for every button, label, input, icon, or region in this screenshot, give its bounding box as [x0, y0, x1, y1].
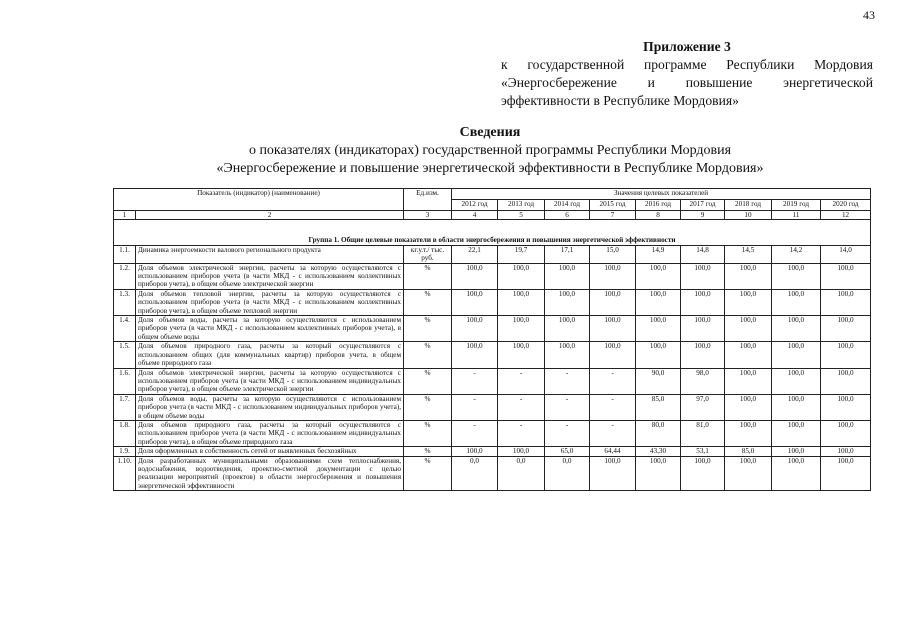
row-value: - [498, 368, 545, 394]
table-row [114, 420, 871, 446]
row-value: 100,0 [821, 368, 871, 394]
header-year: 2016 год [636, 200, 681, 211]
appendix-line: эффективности в Республике Мордовия» [501, 93, 739, 108]
appendix-title: Приложение 3 [643, 39, 731, 54]
group-row [114, 220, 871, 245]
row-indicator: Доля объемов воды, расчеты за которую осуществляются с использованием приборов учета (в части МКД - с использованием коллективных приборов учета), в общем объеме воды [136, 316, 404, 342]
column-number: 12 [821, 211, 871, 220]
row-unit: % [404, 447, 452, 456]
row-value: 100,0 [681, 342, 725, 368]
row-indicator: Доля объемов воды, расчеты за которую осуществляются с использованием приборов учета (в части МКД - с использованием индивидуальных приборов учета), в общем объеме воды [136, 394, 404, 420]
row-value: 100,0 [590, 316, 636, 342]
row-value: 22,1 [452, 245, 498, 263]
row-value: 100,0 [498, 263, 545, 289]
row-value: 100,0 [772, 263, 821, 289]
row-value: 100,0 [452, 447, 498, 456]
row-value: - [545, 394, 590, 420]
row-value: 100,0 [636, 456, 681, 491]
row-indicator: Доля объемов природного газа, расчеты за который осуществляются с использованием общих (для коммунальных квартир) приборов учета, в общем объеме природного газа [136, 342, 404, 368]
header-year: 2014 год [545, 200, 590, 211]
table-row [114, 456, 871, 491]
column-number-row [114, 211, 871, 220]
row-number: 1.2. [114, 263, 136, 289]
table-row [114, 263, 871, 289]
table-row [114, 447, 871, 456]
row-value: 65,0 [545, 447, 590, 456]
heading-line: «Энергосбережение и повышение энергетической эффективности в Республике Мордовия» [216, 161, 764, 176]
column-number: 8 [636, 211, 681, 220]
header-year: 2018 год [725, 200, 772, 211]
row-value: - [452, 420, 498, 446]
row-value: 100,0 [821, 316, 871, 342]
row-value: 100,0 [725, 289, 772, 315]
table-row [114, 342, 871, 368]
row-indicator: Доля разработанных муниципальными образованиями схем теплоснабжения, водоснабжения, водоотведения, проектно-сметной документации с целью реализации мероприятий (проектов) в области энергосбережения и повышения энергетической эффективности [136, 456, 404, 491]
row-value: - [452, 368, 498, 394]
row-value: 0,0 [498, 456, 545, 491]
row-number: 1.10. [114, 456, 136, 491]
row-number: 1.6. [114, 368, 136, 394]
heading-line: о показателях (индикаторах) государственной программы Республики Мордовия [248, 143, 732, 158]
row-number: 1.9. [114, 447, 136, 456]
row-value: 85,0 [636, 394, 681, 420]
appendix-block [501, 38, 873, 110]
row-value: 100,0 [772, 289, 821, 315]
row-value: 100,0 [725, 456, 772, 491]
row-value: 100,0 [545, 316, 590, 342]
row-value: 100,0 [636, 342, 681, 368]
document-heading [120, 124, 860, 178]
row-value: 19,7 [498, 245, 545, 263]
table-row [114, 316, 871, 342]
row-value: 100,0 [590, 342, 636, 368]
column-number: 7 [590, 211, 636, 220]
row-indicator: Доля объемов электрической энергии, расчеты за которую осуществляются с использованием приборов учета (в части МКД - с использованием коллективных приборов учета), в общем объеме электрической энергии [136, 263, 404, 289]
row-unit: % [404, 368, 452, 394]
row-value: 100,0 [772, 316, 821, 342]
row-value: 100,0 [681, 456, 725, 491]
table-row [114, 394, 871, 420]
row-unit: кг.у.т./ тыс. руб. [404, 245, 452, 263]
row-value: 100,0 [498, 342, 545, 368]
row-number: 1.1. [114, 245, 136, 263]
page-number: 43 [863, 8, 875, 22]
table-row [114, 245, 871, 263]
column-number: 11 [772, 211, 821, 220]
row-value: 100,0 [498, 447, 545, 456]
column-number: 3 [404, 211, 452, 220]
row-value: 0,0 [452, 456, 498, 491]
row-indicator: Доля объемов электрической энергии, расчеты за которую осуществляются с использованием приборов учета (в части МКД - с использованием индивидуальных приборов учета), в общем объеме электрической энергии [136, 368, 404, 394]
row-number: 1.5. [114, 342, 136, 368]
group-title: Группа 1. Общие целевые показатели в области энергосбережения и повышения энергетической эффективности [114, 220, 871, 245]
row-value: 14,8 [681, 245, 725, 263]
row-number: 1.7. [114, 394, 136, 420]
row-value: 100,0 [498, 289, 545, 315]
row-value: 100,0 [681, 289, 725, 315]
row-value: 100,0 [772, 420, 821, 446]
row-value: 100,0 [498, 316, 545, 342]
row-unit: % [404, 342, 452, 368]
row-value: - [545, 368, 590, 394]
heading-title: Сведения [459, 125, 521, 140]
row-value: 100,0 [821, 394, 871, 420]
row-value: 14,0 [821, 245, 871, 263]
column-number: 6 [545, 211, 590, 220]
column-number: 9 [681, 211, 725, 220]
row-value: 100,0 [821, 289, 871, 315]
row-value: 100,0 [821, 456, 871, 491]
row-indicator: Доля оформленных в собственность сетей от выявленных бесхозяйных [136, 447, 404, 456]
row-value: 100,0 [681, 316, 725, 342]
column-number: 4 [452, 211, 498, 220]
column-number: 10 [725, 211, 772, 220]
row-value: 100,0 [725, 420, 772, 446]
row-value: 100,0 [545, 289, 590, 315]
header-year: 2020 год [821, 200, 871, 211]
row-value: 14,5 [725, 245, 772, 263]
row-value: 80,0 [636, 420, 681, 446]
row-value: 90,0 [636, 368, 681, 394]
row-value: 100,0 [545, 342, 590, 368]
row-value: 98,0 [681, 368, 725, 394]
row-value: 100,0 [725, 368, 772, 394]
row-unit: % [404, 394, 452, 420]
header-indicator: Показатель (индикатор) (наименование) [114, 189, 404, 211]
appendix-line: «Энергосбережение и повышение энергетической [501, 75, 873, 90]
row-value: 100,0 [590, 456, 636, 491]
row-value: - [498, 420, 545, 446]
row-value: 100,0 [636, 263, 681, 289]
row-value: 100,0 [590, 289, 636, 315]
row-indicator: Динамика энергоемкости валового регионального продукта [136, 245, 404, 263]
row-value: 100,0 [452, 263, 498, 289]
row-indicator: Доля объемов природного газа, расчеты за который осуществляются с использованием приборов учета (в части МКД - с использованием индивидуальных приборов учета), в общем объеме природного газа [136, 420, 404, 446]
row-value: 14,9 [636, 245, 681, 263]
row-value: 100,0 [725, 394, 772, 420]
row-value: 100,0 [452, 316, 498, 342]
appendix-line: к государственной программе Республики Мордовия [501, 57, 873, 72]
row-unit: % [404, 420, 452, 446]
table-row [114, 368, 871, 394]
row-value: - [545, 420, 590, 446]
row-value: 100,0 [821, 447, 871, 456]
row-value: 53,1 [681, 447, 725, 456]
row-value: 100,0 [636, 316, 681, 342]
row-value: 97,0 [681, 394, 725, 420]
row-value: 100,0 [772, 447, 821, 456]
row-unit: % [404, 316, 452, 342]
row-value: 100,0 [725, 316, 772, 342]
row-unit: % [404, 263, 452, 289]
row-value: 100,0 [452, 289, 498, 315]
row-value: 14,2 [772, 245, 821, 263]
row-value: 100,0 [772, 368, 821, 394]
row-value: 15,0 [590, 245, 636, 263]
row-indicator: Доля объемов тепловой энергии, расчеты за которую осуществляются с использованием приборов учета (в части МКД - с использованием коллективных приборов учета), в общем объеме тепловой энергии [136, 289, 404, 315]
row-number: 1.8. [114, 420, 136, 446]
row-value: 100,0 [821, 342, 871, 368]
row-value: - [590, 420, 636, 446]
column-number: 5 [498, 211, 545, 220]
row-value: 43,30 [636, 447, 681, 456]
header-values: Значения целевых показателей [452, 189, 871, 200]
row-value: 100,0 [725, 263, 772, 289]
row-value: 100,0 [821, 420, 871, 446]
row-value: 17,1 [545, 245, 590, 263]
header-year: 2012 год [452, 200, 498, 211]
column-number: 1 [114, 211, 136, 220]
row-value: 100,0 [590, 263, 636, 289]
row-value: 64,44 [590, 447, 636, 456]
row-value: 100,0 [452, 342, 498, 368]
header-year: 2019 год [772, 200, 821, 211]
row-value: - [452, 394, 498, 420]
header-unit: Ед.изм. [404, 189, 452, 211]
row-value: 85,0 [725, 447, 772, 456]
row-value: 100,0 [772, 394, 821, 420]
table-body [114, 211, 871, 491]
row-value: 81,0 [681, 420, 725, 446]
row-number: 1.4. [114, 316, 136, 342]
row-unit: % [404, 289, 452, 315]
table-row [114, 289, 871, 315]
indicators-table [113, 188, 871, 491]
row-value: - [590, 368, 636, 394]
column-number: 2 [136, 211, 404, 220]
row-value: 100,0 [636, 289, 681, 315]
row-number: 1.3. [114, 289, 136, 315]
row-value: - [590, 394, 636, 420]
row-value: 100,0 [725, 342, 772, 368]
row-value: 100,0 [821, 263, 871, 289]
header-year: 2015 год [590, 200, 636, 211]
row-value: 100,0 [772, 456, 821, 491]
row-value: 100,0 [681, 263, 725, 289]
row-value: - [498, 394, 545, 420]
row-unit: % [404, 456, 452, 491]
row-value: 100,0 [545, 263, 590, 289]
row-value: 100,0 [772, 342, 821, 368]
header-year: 2017 год [681, 200, 725, 211]
row-value: 0,0 [545, 456, 590, 491]
header-year: 2013 год [498, 200, 545, 211]
